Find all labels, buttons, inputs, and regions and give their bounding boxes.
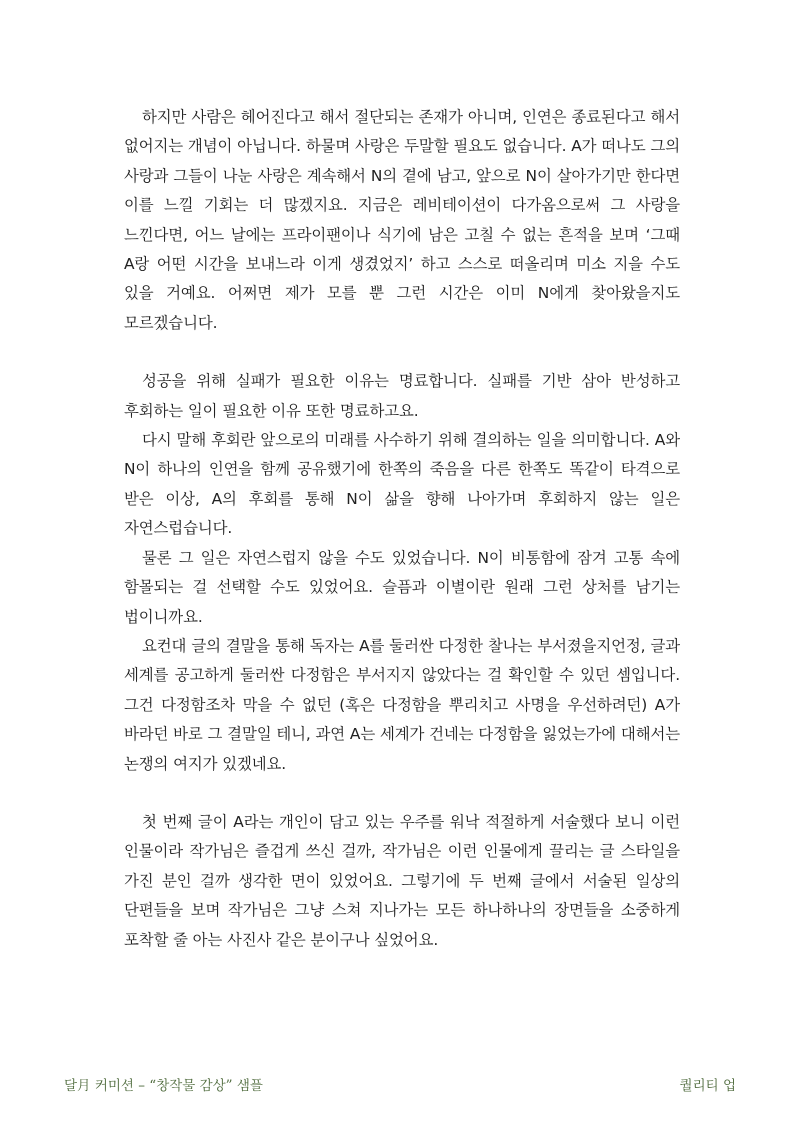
paragraph-6: 첫 번째 글이 A라는 개인이 담고 있는 우주를 워낙 적절하게 서술했다 보니 이런 인물이라 작가님은 즐겁게 쓰신 걸까, 작가님은 이런 인물에게 끌리는 글 스타일을 가진 분인 걸까 생각한 면이 있었어요. 그렇기에 두 번째 글에서 서술된 일상의 단편들을 보며 작가님은 그냥 스쳐 지나가는 모든 하나하나의 장면들을 소중하게 포착할 줄 아는 사진사 같은 분이구나 싶었어요. (124, 812, 680, 949)
paragraph-2: 성공을 위해 실패가 필요한 이유는 명료합니다. 실패를 기반 삼아 반성하고 후회하는 일이 필요한 이유 또한 명료하고요. (124, 372, 680, 420)
paragraph-5: 요컨대 글의 결말을 통해 독자는 A를 둘러싼 다정한 찰나는 부서졌을지언정, 글과 세계를 공고하게 둘러싼 다정함은 부서지지 않았다는 걸 확인할 수 있던 셈입니다. 그건 다정함조차 막을 수 없던 (혹은 다정함을 뿌리치고 사명을 우선하려던) A가 바라던 바로 그 결말일 테니, 과연 A는 세계가 건네는 다정함을 잃었는가에 대해서는 논쟁의 여지가 있겠네요. (124, 636, 680, 773)
paragraph-gap (124, 779, 680, 808)
document-body (124, 103, 680, 955)
footer-title: 달月 커미션 – “창작물 감상” 샘플 (64, 1078, 263, 1094)
paragraph-gap (124, 338, 680, 367)
paragraph-4: 물론 그 일은 자연스럽지 않을 수도 있었습니다. N이 비통함에 잠겨 고통 속에 함몰되는 걸 선택할 수도 있었어요. 슬픔과 이별이란 원래 그런 상처를 남기는 법이니까요. (124, 548, 680, 626)
paragraph-3: 다시 말해 후회란 앞으로의 미래를 사수하기 위해 결의하는 일을 의미합니다. A와 N이 하나의 인연을 함께 공유했기에 한쪽의 죽음을 다른 한쪽도 똑같이 타격으로 받은 이상, A의 후회를 통해 N이 삶을 향해 나아가며 후회하지 않는 일은 자연스럽습니다. (124, 431, 680, 538)
footer-tag: 퀄리티 업 (679, 1078, 736, 1094)
paragraph-1: 하지만 사람은 헤어진다고 해서 절단되는 존재가 아니며, 인연은 종료된다고 해서 없어지는 개념이 아닙니다. 하물며 사랑은 두말할 필요도 없습니다. A가 떠나도 그의 사랑과 그들이 나눈 사랑은 계속해서 N의 곁에 남고, 앞으로 N이 살아가기만 한다면 이를 느낄 기회는 더 많겠지요. 지금은 레비테이션이 다가옴으로써 그 사랑을 느낀다면, 어느 날에는 프라이팬이나 식기에 남은 고칠 수 없는 흔적을 보며 ‘그때 A랑 어떤 시간을 보내느라 이게 생겼었지’ 하고 스스로 떠올리며 미소 지을 수도 있을 거예요. 어쩌면 제가 모를 뿐 그런 시간은 이미 N에게 찾아왔을지도 모르겠습니다. (124, 108, 680, 332)
